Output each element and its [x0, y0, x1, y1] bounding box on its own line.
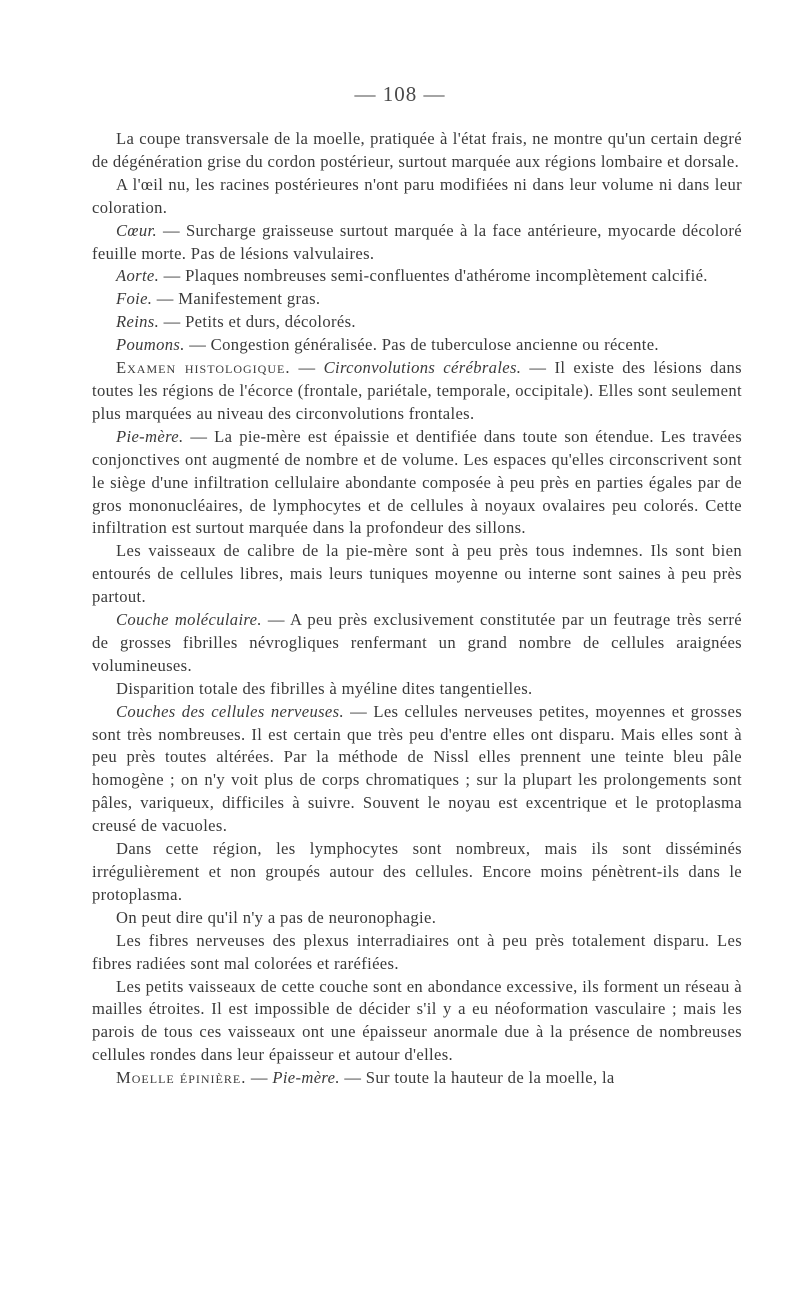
paragraph-pie-mere — [92, 426, 742, 541]
paragraph-reins — [92, 311, 742, 334]
paragraph-text: On peut dire qu'il n'y a pas de neuronophagie. — [116, 907, 437, 927]
section-heading: Poumons. — [116, 335, 185, 355]
paragraph-text: — Congestion généralisée. Pas de tuberculose ancienne ou récente. — [184, 335, 659, 355]
paragraph-text: Les petits vaisseaux de cette couche sont en abondance excessive, ils forment un réseau à mailles étroites. Il est impossible de décider s'il y a eu néoformation vasculaire ; mais les parois de tous ces vaisseaux ont une épaisseur anormale due à la présence de nombreuses cellules rondes dans leur épaisseur et autour d'elles. — [92, 976, 742, 1065]
paragraph-aorte — [92, 265, 742, 288]
paragraph — [92, 930, 742, 976]
paragraph-text: Disparition totale des fibrilles à myéline dites tangentielles. — [116, 678, 533, 698]
section-title: Examen histologique. — [116, 358, 291, 378]
paragraph — [92, 838, 742, 907]
paragraph-text: — Manifestement gras. — [152, 289, 321, 309]
section-heading: Aorte. — [116, 266, 160, 286]
paragraph-text: — La pie-mère est épaissie et dentifiée dans toute son étendue. Les travées conjonctives ont augmenté de nombre et de volume. Les espaces qu'elles circonscrivent sont le siège d'une infiltration cellulaire abondante composée à peu près en parties égales par de gros mononucléaires, de lymphocytes et de cellules à noyaux ovalaires peu colorés. Cette infiltration est surtout marquée dans la profondeur des sillons. — [92, 426, 742, 538]
paragraph — [92, 540, 742, 609]
paragraph — [92, 907, 742, 930]
paragraph-text: — Plaques nombreuses semi-confluentes d'athérome incomplètement calcifié. — [159, 266, 708, 286]
paragraph-text: A l'œil nu, les racines postérieures n'ont paru modifiées ni dans leur volume ni dans leur coloration. — [92, 174, 742, 217]
page-number: — 108 — — [354, 82, 446, 106]
section-heading: Reins. — [116, 312, 160, 332]
paragraph — [92, 678, 742, 701]
paragraph — [92, 174, 742, 220]
paragraph — [92, 976, 742, 1068]
paragraph-foie — [92, 288, 742, 311]
separator: — — [290, 358, 324, 378]
paragraph-text: — Il existe des lésions dans toutes les régions de l'écorce (frontale, pariétale, temporale, occipitale). Elles sont seulement plus marquées au niveau des circonvolutions frontales. — [92, 358, 742, 423]
paragraph-coeur — [92, 220, 742, 266]
section-heading: Circonvolutions cérébrales. — [323, 358, 522, 378]
paragraph-moelle-epiniere — [92, 1067, 742, 1090]
section-heading: Pie-mère. — [272, 1068, 340, 1088]
paragraph — [92, 128, 742, 174]
paragraph-text: Les fibres nerveuses des plexus interradiaires ont à peu près totalement disparu. Les fibres radiées sont mal colorées et raréfiées. — [92, 930, 742, 973]
paragraph-text: La coupe transversale de la moelle, pratiquée à l'état frais, ne montre qu'un certain degré de dégénération grise du cordon postérieur, surtout marquée aux régions lombaire et dorsale. — [92, 129, 742, 171]
section-heading: Couche moléculaire. — [116, 610, 262, 630]
paragraph-text: Les vaisseaux de calibre de la pie-mère sont à peu près tous indemnes. Ils sont bien entourés de cellules libres, mais leurs tuniques moyenne ou interne sont saines à peu près partout. — [92, 541, 742, 607]
separator: — — [246, 1068, 273, 1088]
section-title: Moelle épinière. — [116, 1068, 247, 1088]
paragraph-examen-histologique — [92, 357, 742, 426]
paragraph-couches-cellules — [92, 701, 742, 838]
paragraph-poumons — [92, 334, 742, 357]
paragraph-text: — Petits et durs, décolorés. — [159, 312, 356, 332]
section-heading: Cœur. — [116, 220, 157, 240]
paragraph-text: — Surcharge graisseuse surtout marquée à la face antérieure, myocarde décoloré feuille morte. Pas de lésions valvulaires. — [92, 220, 742, 263]
paragraph-text: — Sur toute la hauteur de la moelle, la — [339, 1068, 615, 1088]
paragraph-text: — A peu près exclusivement constitutée par un feutrage très serré de grosses fibrilles névrogliques renfermant un grand nombre de cellules araignées volumineuses. — [92, 610, 742, 675]
paragraph-couche-moleculaire — [92, 609, 742, 678]
paragraph-text: — Les cellules nerveuses petites, moyennes et grosses sont très nombreuses. Il est certain que très peu d'entre elles ont disparu. Mais elles sont à peu près toutes altérées. Par la méthode de Nissl elles prennent une teinte bleu pâle homogène ; on n'y voit plus de corps chromatiques ; sur la plupart les prolongements sont pâles, variqueux, difficiles à suivre. Souvent le noyau est excentrique et le protoplasma creusé de vacuoles. — [92, 701, 742, 836]
section-heading: Pie-mère. — [116, 426, 184, 446]
section-heading: Couches des cellules nerveuses. — [116, 701, 344, 721]
paragraph-text: Dans cette région, les lymphocytes sont nombreux, mais ils sont disséminés irrégulièrement et non groupés autour des cellules. Encore moins pénètrent-ils dans le protoplasma. — [92, 839, 742, 904]
section-heading: Foie. — [116, 289, 153, 309]
body-text — [92, 128, 742, 1090]
